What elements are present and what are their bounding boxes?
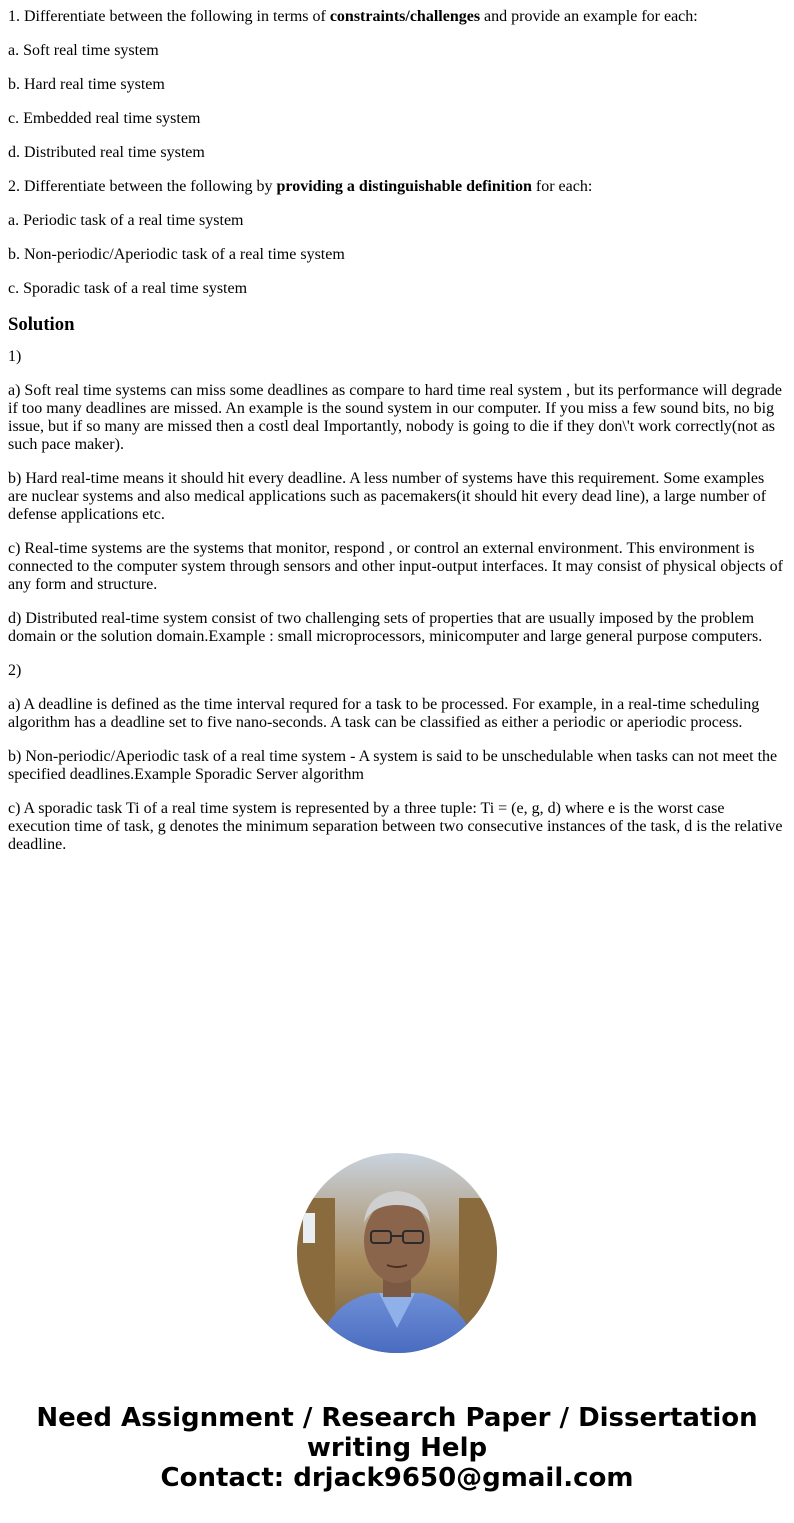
question-2-item: c. Sporadic task of a real time system (8, 280, 248, 297)
author-photo-icon (297, 1153, 497, 1353)
document-body (8, 8, 786, 870)
solution-answer: c) A sporadic task Ti of a real time system is represented by a three tuple: Ti = (e, g, d) where e is the worst case execution time of task, g denotes the minimum separation between two consecutive instances of the task, d is the relative deadline. (8, 800, 783, 853)
question-2-emphasis: providing a distinguishable definition (276, 178, 532, 195)
question-1-item: b. Hard real time system (8, 76, 165, 93)
question-1-item: a. Soft real time system (8, 42, 159, 59)
solution-answer: c) Real-time systems are the systems that monitor, respond , or control an external environment. This environment is connected to the computer system through sensors and other input-output interfaces. It may consist of physical objects of any form and structure. (8, 540, 783, 593)
solution-answer: b) Non-periodic/Aperiodic task of a real time system - A system is said to be unschedulable when tasks can not meet the specified deadlines.Example Sporadic Server algorithm (8, 748, 778, 783)
contact-banner (0, 1403, 794, 1493)
solution-answer: a) A deadline is defined as the time interval requred for a task to be processed. For example, in a real-time scheduling algorithm has a deadline set to five nano-seconds. A task can be classified as either a periodic or aperiodic process. (8, 696, 760, 731)
solution-heading: Solution (8, 314, 75, 335)
question-2: 2. Differentiate between the following by providing a distinguishable definition for each: (8, 178, 593, 195)
solution-part-2-label: 2) (8, 662, 22, 679)
question-1-item: d. Distributed real time system (8, 144, 205, 161)
solution-part-1-label: 1) (8, 348, 22, 365)
solution-answer: d) Distributed real-time system consist of two challenging sets of properties that are usually imposed by the problem domain or the solution domain.Example : small microprocessors, minicomputer and large general purpose computers. (8, 610, 763, 645)
question-1-item: c. Embedded real time system (8, 110, 201, 127)
banner-contact: Contact: drjack9650@gmail.com (160, 1463, 634, 1493)
solution-answer: b) Hard real-time means it should hit every deadline. A less number of systems have this requirement. Some examples are nuclear systems and also medical applications such as pacemakers(it should hit every dead line), a large number of defense applications etc. (8, 470, 767, 523)
question-1: 1. Differentiate between the following in terms of constraints/challenges and provide an example for each: (8, 8, 698, 25)
solution-answer: a) Soft real time systems can miss some deadlines as compare to hard time real system , but its performance will degrade if too many deadlines are missed. An example is the sound system in our computer. If you miss a few sound bits, no big issue, but if so many are missed then a costl deal Importantly, nobody is going to die if they don\'t work correctly(not as such pace maker). (8, 382, 782, 453)
question-1-emphasis: constraints/challenges (329, 8, 481, 25)
banner-line-2: writing Help (306, 1433, 488, 1463)
banner-line-1: Need Assignment / Research Paper / Dissertation (36, 1403, 758, 1433)
question-2-item: b. Non-periodic/Aperiodic task of a real time system (8, 246, 345, 263)
question-2-item: a. Periodic task of a real time system (8, 212, 244, 229)
author-avatar (297, 1153, 497, 1353)
